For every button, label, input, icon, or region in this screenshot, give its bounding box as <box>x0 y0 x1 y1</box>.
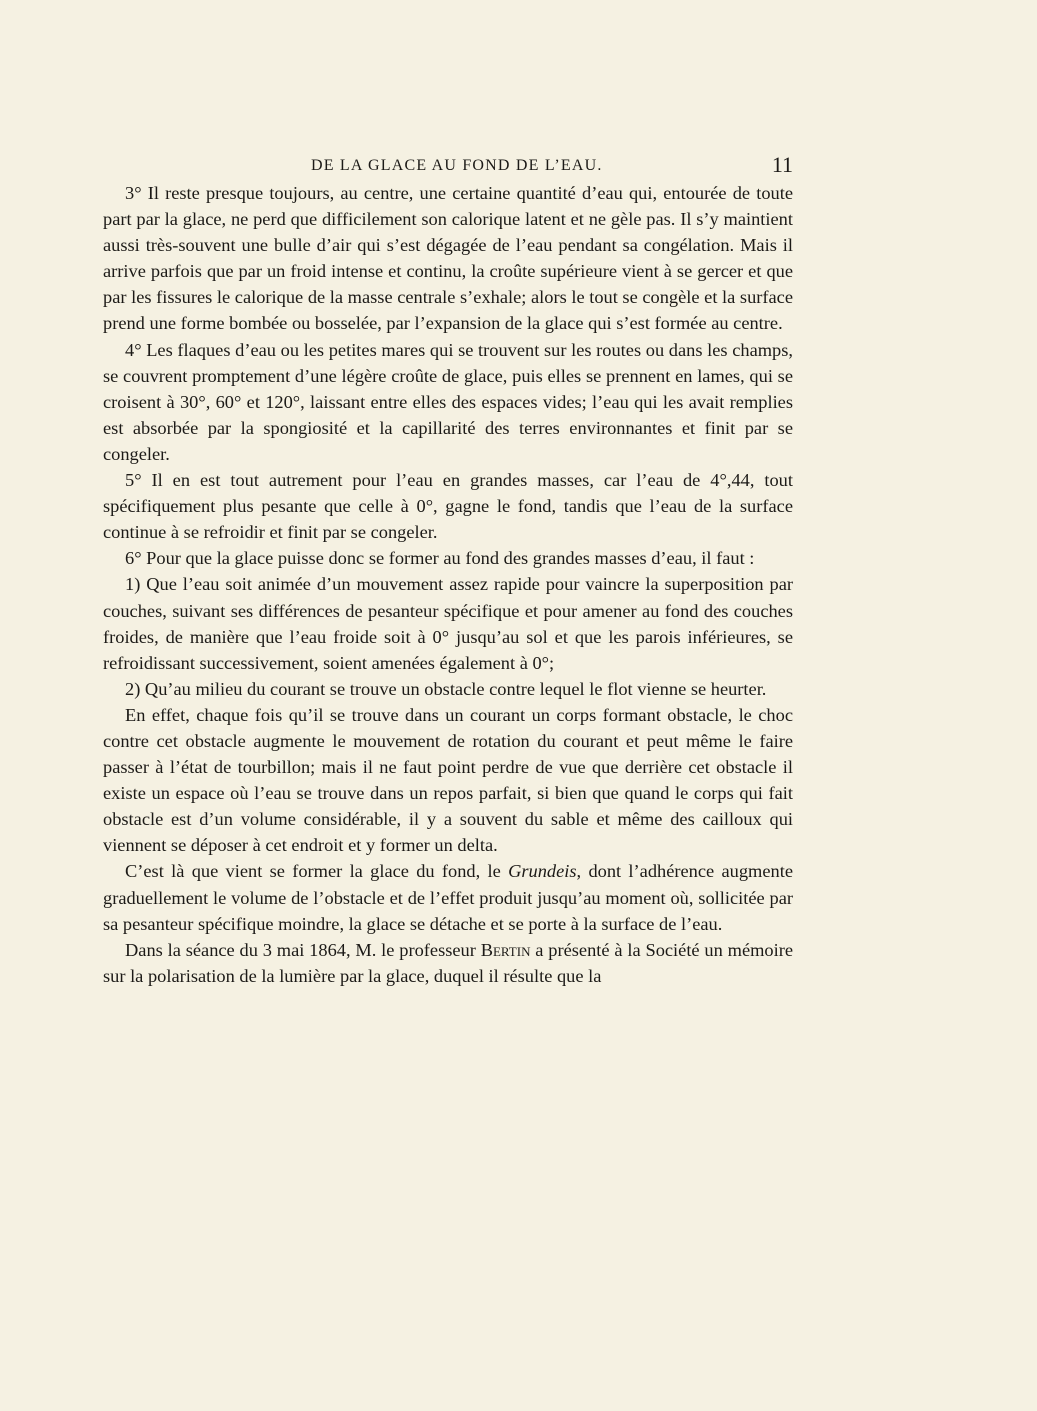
paragraph-bertin-text-end: a présenté à la Société un mémoire sur la polarisation de la lumière par la glace, duquel il résulte que la <box>103 939 793 986</box>
paragraph-point-5: 5° Il en est tout autrement pour l’eau en grandes masses, car l’eau de 4°,44, tout spécifiquement plus pesante que celle à 0°, gagne le fond, tandis que l’eau de la surface continue à se refroidir et finit par se congeler. <box>103 470 793 543</box>
body-text <box>103 180 793 989</box>
grundeis-term: Grundeis <box>508 861 577 882</box>
paragraph-point-4: 4° Les flaques d’eau ou les petites mares qui se trouvent sur les routes ou dans les champs, se couvrent promptement d’une légère croûte de glace, puis elles se prennent en lames, qui se croisent à 30°, 60° et 120°, laissant entre elles des espaces vides; l’eau qui les avait remplies est absorbée par la spongiosité et la capillarité des terres environnantes et finit par se congeler. <box>103 339 793 464</box>
paragraph-point-6: 6° Pour que la glace puisse donc se former au fond des grandes masses d’eau, il faut : <box>125 548 755 569</box>
paragraph-grundeis-text-start: C’est là que vient se former la glace du fond, le <box>125 861 509 882</box>
running-head <box>103 154 793 180</box>
paragraph-grundeis <box>103 858 793 936</box>
author-name-bertin: Bertin <box>480 939 531 960</box>
paragraph-condition-2: 2) Qu’au milieu du courant se trouve un obstacle contre lequel le flot vienne se heurter. <box>125 678 767 699</box>
paragraph-bertin <box>103 937 793 989</box>
page-number: 11 <box>771 152 793 177</box>
paragraph-condition-1: 1) Que l’eau soit animée d’un mouvement assez rapide pour vaincre la superposition par couches, suivant ses différences de pesanteur spécifique et pour amener au fond des couches froides, de manière que l’eau froide soit à 0° jusqu’au sol et que les parois inférieures, se refroidissant successivement, soient amenées également à 0°; <box>103 574 793 673</box>
paragraph-point-3: 3° Il reste presque toujours, au centre, une certaine quantité d’eau qui, entourée de toute part par la glace, ne perd que difficilement son calorique latent et ne gèle pas. Il s’y maintient aussi très-souvent une bulle d’air qui s’est dégagée de l’eau pendant sa congélation. Mais il arrive parfois que par un froid intense et continu, la croûte supérieure vient à se gercer et que par les fissures le calorique de la masse centrale s’exhale; alors le tout se congèle et la surface prend une forme bombée ou bosselée, par l’expansion de la glace qui s’est formée au centre. <box>103 183 793 334</box>
running-title: DE LA GLACE AU FOND DE L’EAU. <box>311 157 603 174</box>
paragraph-grundeis-text-end: , dont l’adhérence augmente graduellement le volume de l’obstacle et de l’effet produit jusqu’au moment où, sollicitée par sa pesanteur spécifique moindre, la glace se détache et se porte à la surface de l’eau. <box>103 861 793 934</box>
paragraph-obstacle-effect: En effet, chaque fois qu’il se trouve dans un courant un corps formant obstacle, le choc contre cet obstacle augmente le mouvement de rotation du courant et peut même le faire passer à l’état de tourbillon; mais il ne faut point perdre de vue que derrière cet obstacle il existe un espace où l’eau se trouve dans un repos parfait, si bien que quand le corps qui fait obstacle est d’un volume considérable, il y a souvent du sable et même des cailloux qui viennent se déposer à cet endroit et y former un delta. <box>103 704 793 856</box>
paragraph-bertin-text-start: Dans la séance du 3 mai 1864, M. le professeur <box>125 939 481 960</box>
